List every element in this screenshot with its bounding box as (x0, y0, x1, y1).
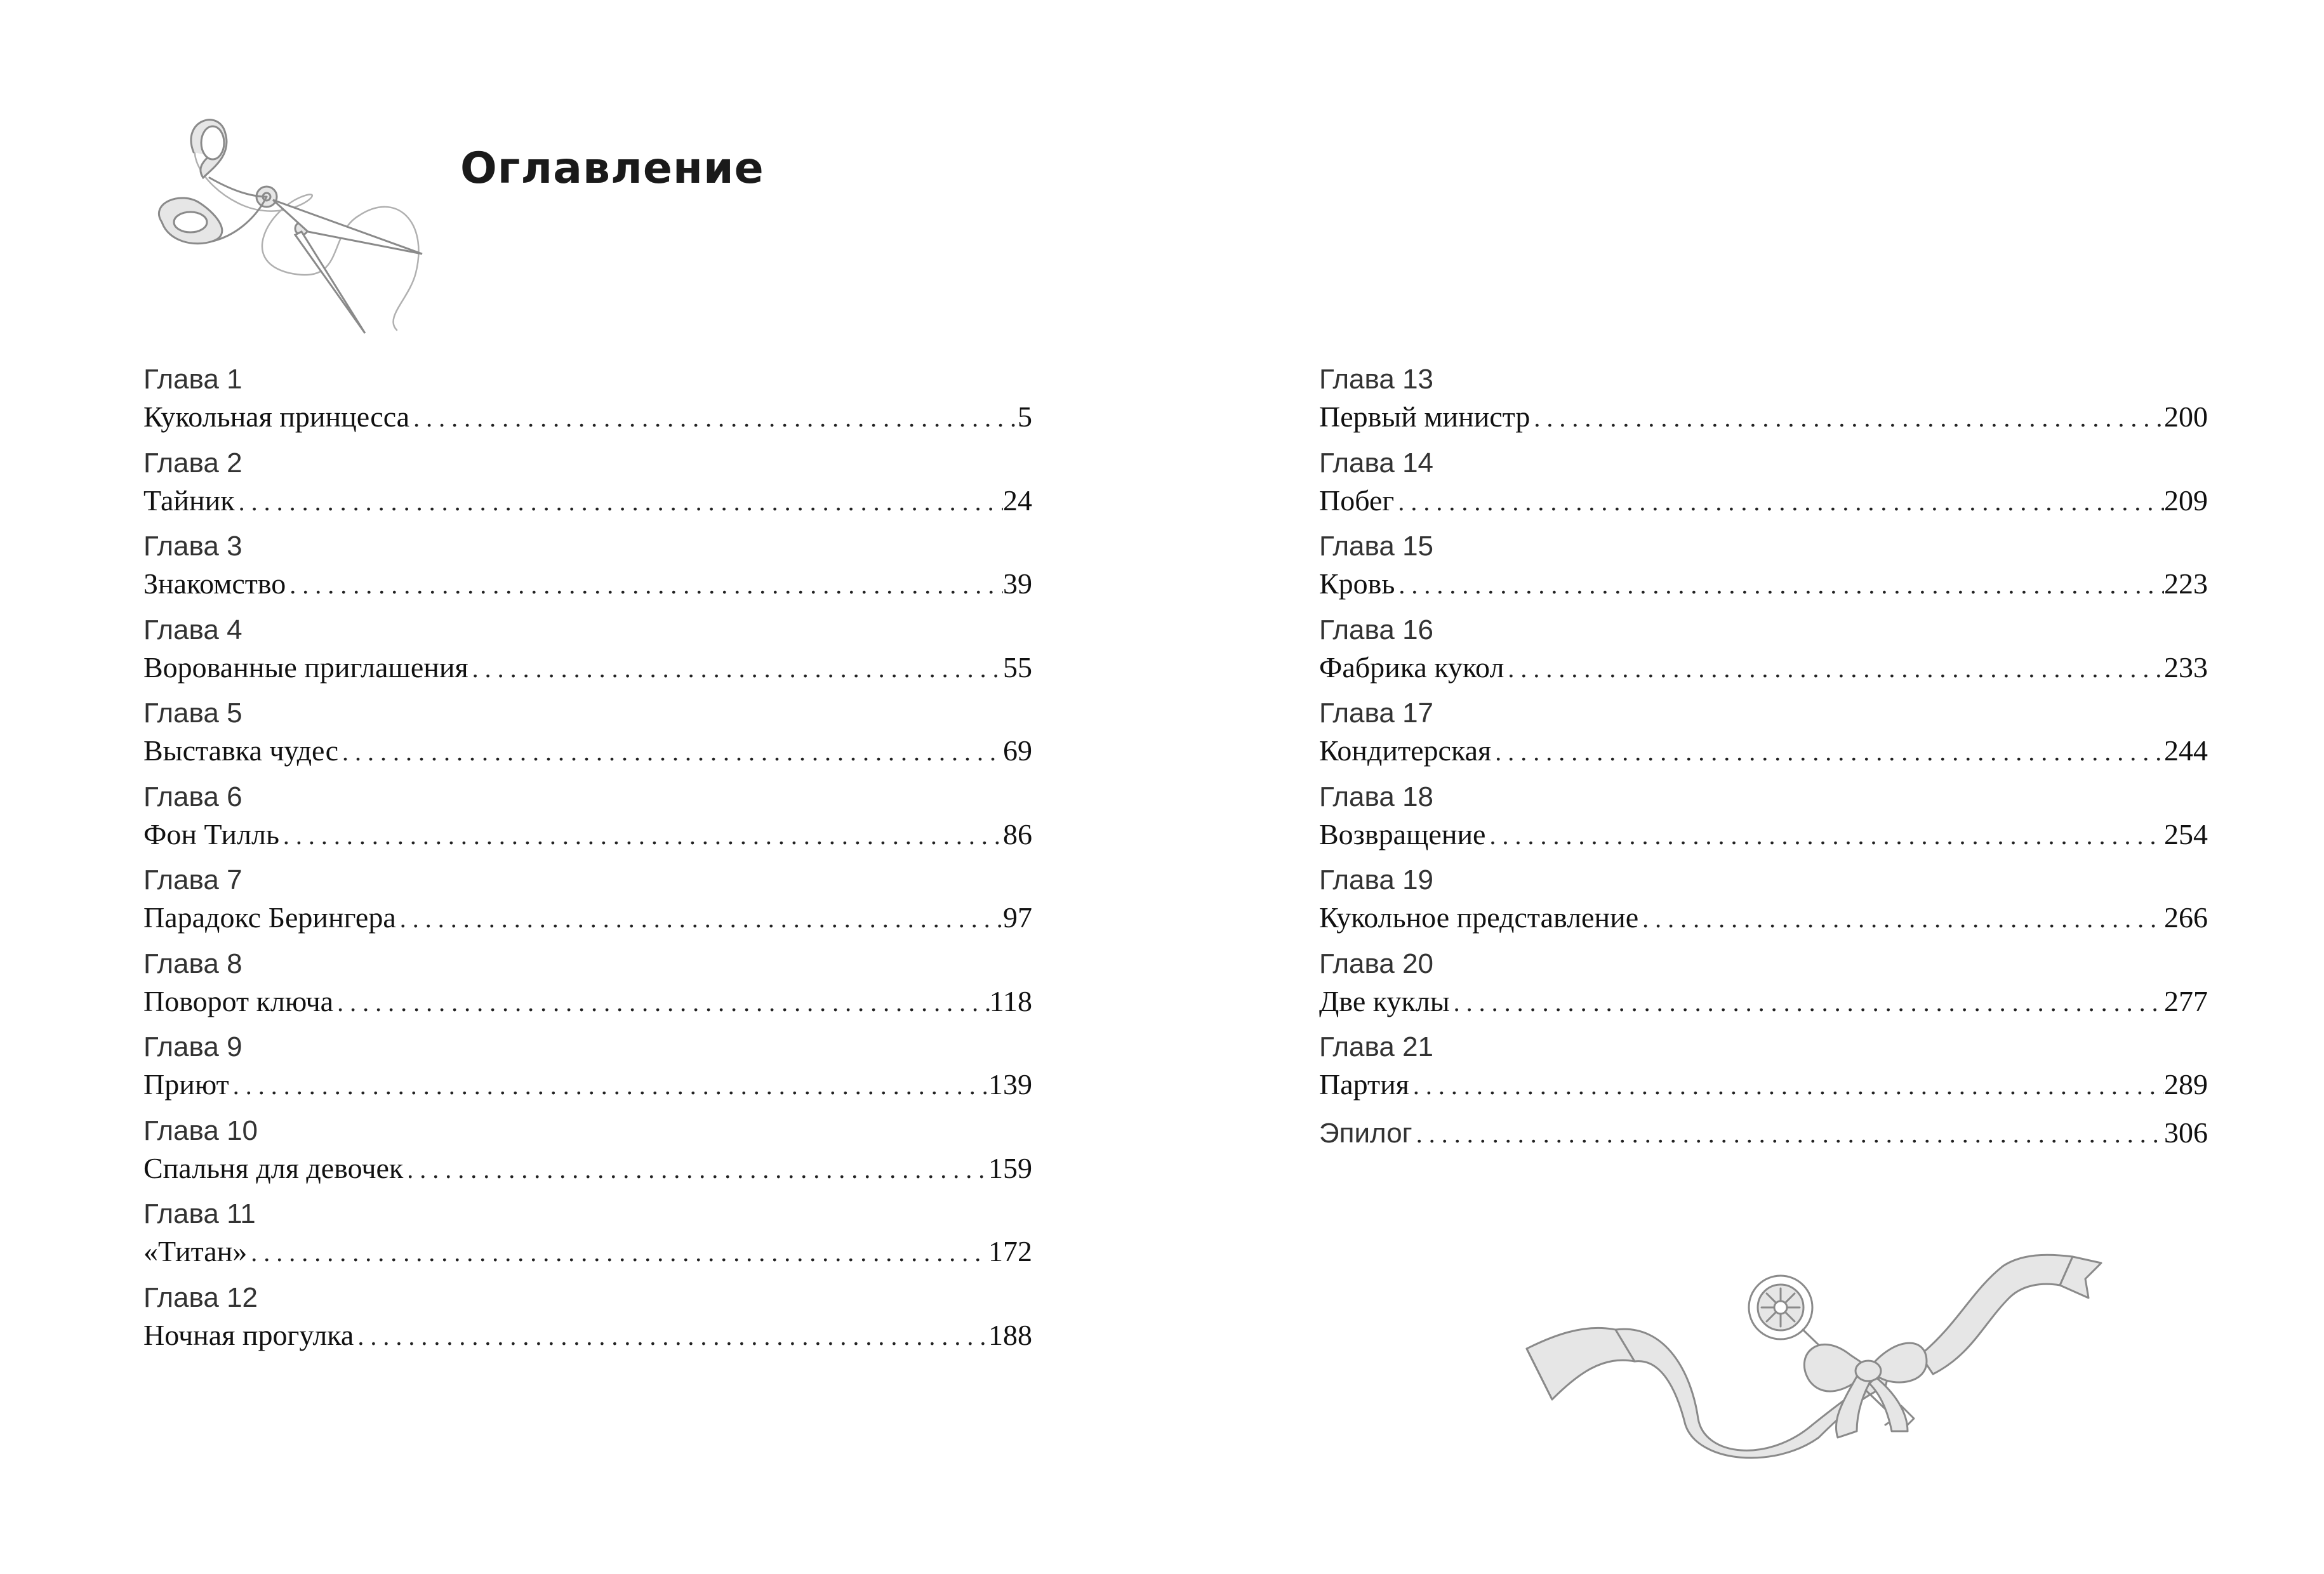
toc-entry[interactable] (1319, 362, 2208, 446)
dot-leader (1504, 649, 2164, 687)
page-number: 159 (988, 1151, 1032, 1184)
chapter-title: Кондитерская (1319, 734, 1492, 767)
chapter-title: Возвращение (1319, 817, 1486, 850)
page-number: 277 (2164, 984, 2208, 1017)
chapter-label: Глава 21 (1319, 1031, 1434, 1062)
toc-right-column (1319, 362, 2208, 1158)
chapter-title: Парадокс Берингера (143, 901, 396, 934)
dot-leader (279, 816, 1003, 854)
toc-entry[interactable] (143, 1196, 1032, 1280)
page-number: 86 (1003, 817, 1032, 850)
chapter-label: Глава 11 (143, 1198, 256, 1229)
page-number: 55 (1003, 651, 1032, 684)
dot-leader (247, 1233, 988, 1271)
toc-entry[interactable] (1319, 696, 2208, 779)
chapter-label: Глава 19 (1319, 864, 1434, 896)
chapter-label: Глава 7 (143, 864, 242, 896)
chapter-label: Глава 18 (1319, 781, 1434, 812)
chapter-title: Кукольная принцесса (143, 400, 410, 433)
dot-leader (235, 482, 1003, 520)
dot-leader (1409, 1066, 2164, 1104)
page-number: 118 (989, 984, 1032, 1017)
chapter-label: Глава 13 (1319, 364, 1434, 395)
dot-leader (333, 983, 990, 1021)
toc-entry[interactable] (143, 529, 1032, 612)
page-number: 97 (1003, 901, 1032, 934)
page-number: 200 (2164, 400, 2208, 433)
epilogue-title: Эпилог (1319, 1117, 1412, 1149)
chapter-title: Тайник (143, 484, 235, 517)
chapter-title: Ночная прогулка (143, 1318, 354, 1351)
toc-entry[interactable] (143, 612, 1032, 696)
chapter-title: Фон Тилль (143, 817, 279, 850)
key-with-ribbon-icon (1514, 1228, 2117, 1469)
dot-leader (1491, 732, 2164, 770)
page-number: 188 (988, 1318, 1032, 1351)
dot-leader (229, 1066, 988, 1104)
toc-entry[interactable] (1319, 446, 2208, 529)
chapter-title: Приют (143, 1068, 229, 1101)
toc-entry[interactable] (143, 946, 1032, 1030)
page-number: 139 (988, 1068, 1032, 1101)
chapter-label: Глава 8 (143, 948, 242, 979)
chapter-label: Глава 16 (1319, 614, 1434, 645)
dot-leader (1394, 482, 2164, 520)
dot-leader (1485, 816, 2164, 854)
toc-entry[interactable] (143, 446, 1032, 529)
toc-entry[interactable] (143, 1029, 1032, 1113)
chapter-label: Глава 5 (143, 698, 242, 729)
toc-entry[interactable] (143, 779, 1032, 863)
chapter-label: Глава 10 (143, 1114, 258, 1146)
chapter-title: Знакомство (143, 567, 286, 600)
dot-leader (409, 399, 1018, 437)
toc-entry[interactable] (1319, 863, 2208, 946)
chapter-title: Выставка чудес (143, 734, 338, 767)
toc-entry[interactable] (1319, 1029, 2208, 1113)
dot-leader (468, 649, 1003, 687)
page-number: 209 (2164, 484, 2208, 517)
dot-leader (1450, 983, 2164, 1021)
chapter-title: Кукольное представление (1319, 901, 1639, 934)
page-number: 233 (2164, 651, 2208, 684)
chapter-label: Глава 14 (1319, 447, 1434, 479)
chapter-label: Глава 6 (143, 781, 242, 812)
chapter-title: Поворот ключа (143, 984, 334, 1017)
toc-entry[interactable] (143, 696, 1032, 779)
toc-entry[interactable] (143, 863, 1032, 946)
chapter-label: Глава 17 (1319, 698, 1434, 729)
dot-leader (1395, 565, 2164, 604)
chapter-title: Спальня для девочек (143, 1151, 404, 1184)
chapter-title: Фабрика кукол (1319, 651, 1504, 684)
page-number: 254 (2164, 817, 2208, 850)
page-number: 306 (2164, 1116, 2208, 1149)
dot-leader (403, 1150, 988, 1188)
toc-left-column (143, 362, 1032, 1363)
chapter-title: «Титан» (143, 1235, 248, 1267)
page-number: 289 (2164, 1068, 2208, 1101)
dot-leader (396, 899, 1003, 937)
toc-entry-epilogue[interactable] (1319, 1113, 2208, 1158)
chapter-label: Глава 9 (143, 1031, 242, 1062)
dot-leader (354, 1317, 988, 1355)
toc-entry[interactable] (1319, 529, 2208, 612)
chapter-title: Ворованные приглашения (143, 651, 468, 684)
chapter-label: Глава 1 (143, 364, 242, 395)
chapter-title: Партия (1319, 1068, 1409, 1101)
chapter-title: Первый министр (1319, 400, 1531, 433)
toc-entry[interactable] (1319, 779, 2208, 863)
page-number: 39 (1003, 567, 1032, 600)
chapter-label: Глава 3 (143, 531, 242, 562)
chapter-title: Побег (1319, 484, 1395, 517)
page-title: Оглавление (460, 143, 764, 194)
toc-entry[interactable] (1319, 612, 2208, 696)
page-number: 223 (2164, 567, 2208, 600)
toc-entry[interactable] (143, 1113, 1032, 1197)
toc-entry[interactable] (1319, 946, 2208, 1030)
chapter-label: Глава 12 (143, 1281, 258, 1313)
dot-leader (286, 565, 1003, 604)
chapter-label: Глава 2 (143, 447, 242, 479)
chapter-title: Кровь (1319, 567, 1395, 600)
chapter-label: Глава 15 (1319, 531, 1434, 562)
chapter-title: Две куклы (1319, 984, 1450, 1017)
page-number: 266 (2164, 901, 2208, 934)
scissors-and-thread-icon (143, 108, 441, 343)
page-number: 5 (1018, 400, 1032, 433)
dot-leader (1638, 899, 2164, 937)
toc-entry[interactable] (143, 362, 1032, 446)
dot-leader (1530, 399, 2164, 437)
page-number: 69 (1003, 734, 1032, 767)
chapter-label: Глава 4 (143, 614, 242, 645)
page-number: 172 (988, 1235, 1032, 1267)
page-number: 244 (2164, 734, 2208, 767)
page-number: 24 (1003, 484, 1032, 517)
dot-leader (338, 732, 1003, 770)
dot-leader (1412, 1114, 2164, 1153)
toc-entry[interactable] (143, 1280, 1032, 1364)
chapter-label: Глава 20 (1319, 948, 1434, 979)
